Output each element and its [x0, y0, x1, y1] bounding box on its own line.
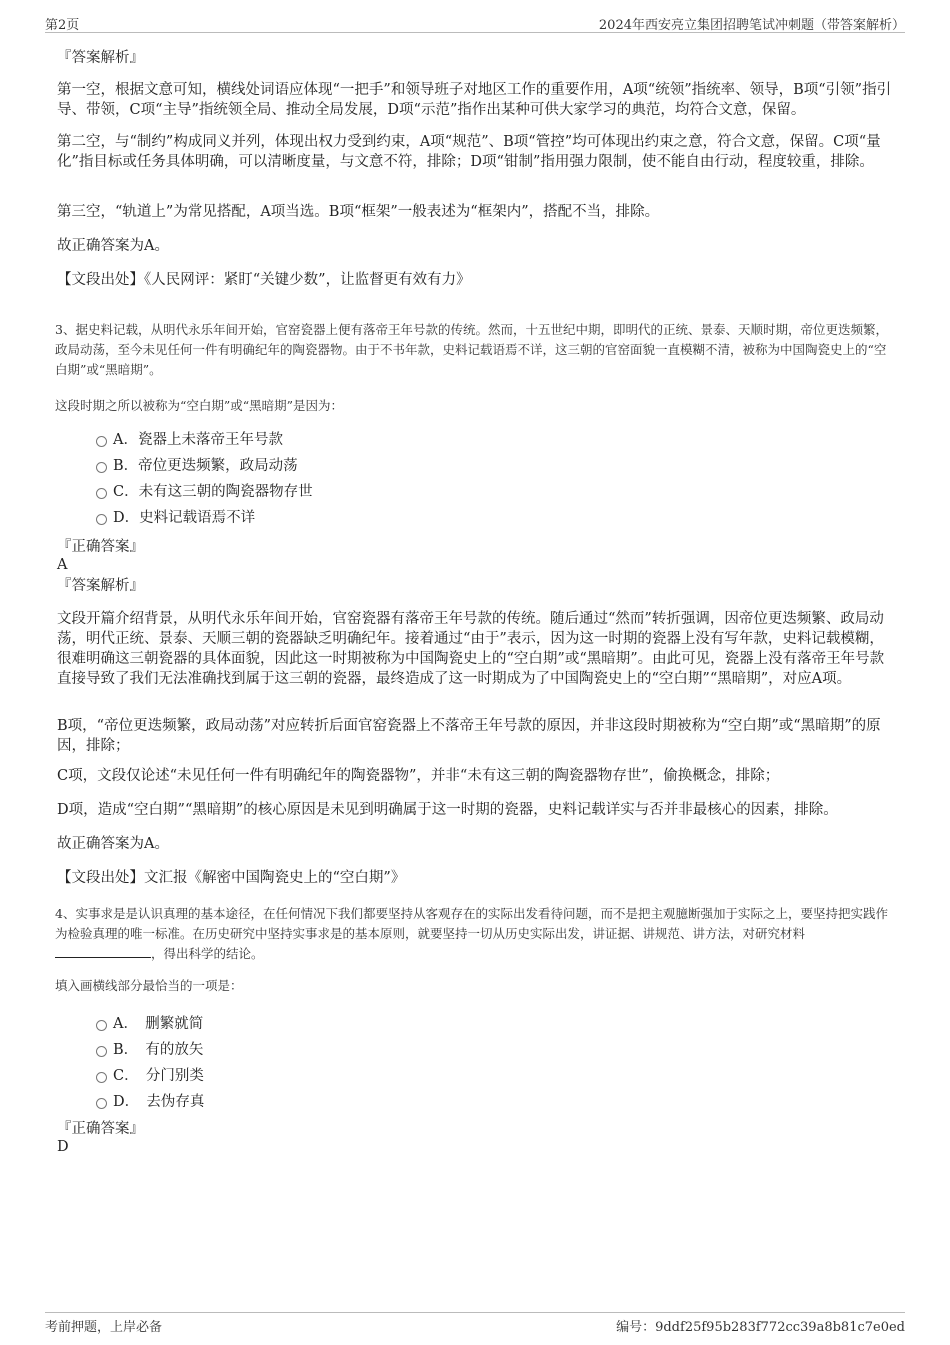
analysis-paragraph: 文段开篇介绍背景，从明代永乐年间开始，官窑瓷器有落帝王年号款的传统。随后通过“然而”转折强调，因帝位更迭频繁、政局动荡，明代正统、景泰、天顺三朝的瓷器缺乏明确纪年。接着通过“由于”表示，因为这一时期的瓷器上没有写年款，史料记载模糊，很难明确这三朝瓷器的具体面貌，因此这一时期被称为中国陶瓷史上的“空白期”或“黑暗期”。由此可见，瓷器上没有落帝王年号款直接导致了我们无法准确找到属于这三朝的瓷器，最终造成了这一时期成为了中国陶瓷史上的“空白期”“黑暗期”，对应A项。 — [57, 611, 885, 687]
correct-answer-label: 『正确答案』 — [57, 539, 144, 555]
source-citation: 【文段出处】文汇报《解密中国陶瓷史上的“空白期”》 — [57, 870, 406, 886]
footer-slogan: 考前押题，上岸必备 — [45, 1320, 163, 1335]
document-id: 编号：9ddf25f95b283f772cc39a8b81c7e0ed — [616, 1320, 905, 1335]
question-stem: 3、据史料记载，从明代永乐年间开始，官窑瓷器上便有落帝王年号款的传统。然而，十五世纪中期，即明代的正统、景泰、天顺时期，帝位更迭频繁，政局动荡，至今未见任何一件有明确纪年的陶瓷器物。由于不书年款，史料记载语焉不详，这三朝的官窑面貌一直模糊不清，被称为中国陶瓷史上的“空白期”或“黑暗期”。 — [55, 322, 888, 377]
analysis-paragraph: C项，文段仅论述“未见任何一件有明确纪年的陶瓷器物”，并非“未有这三朝的陶瓷器物存世”，偷换概念，排除； — [57, 768, 780, 784]
document-title: 2024年西安亮立集团招聘笔试冲刺题（带答案解析） — [598, 18, 905, 33]
analysis-paragraph: 第三空，“轨道上”为常见搭配，A项当选。B项“框架”一般表述为“框架内”，搭配不当，排除。 — [57, 204, 660, 220]
option-d[interactable]: D． 去伪存真 — [96, 1092, 204, 1112]
radio-icon[interactable] — [96, 462, 107, 473]
option-c[interactable]: C． 分门别类 — [96, 1066, 204, 1086]
question-stem: 4、实事求是是认识真理的基本途径，在任何情况下我们都要坚持从客观存在的实际出发看待问题，而不是把主观臆断强加于实际之上，要坚持把实践作为检验真理的唯一标准。在历史研究中坚持实事求是的基本原则，就要坚持一切从历史实际出发，讲证据、讲规范、讲方法，对研究材料 ，得出科学的结论。 — [55, 906, 888, 961]
correct-answer-label: 『正确答案』 — [57, 1121, 144, 1137]
option-a[interactable]: A． 删繁就简 — [96, 1014, 203, 1034]
option-b[interactable]: B． 有的放矢 — [96, 1040, 203, 1060]
correct-answer: A — [57, 557, 68, 573]
page-header — [45, 12, 905, 33]
answer-statement: 故正确答案为A。 — [57, 836, 169, 852]
question-prompt: 这段时期之所以被称为“空白期”或“黑暗期”是因为： — [55, 398, 344, 413]
page-number: 第2页 — [45, 18, 80, 33]
correct-answer: D — [57, 1139, 69, 1155]
radio-icon[interactable] — [96, 1098, 107, 1109]
answer-statement: 故正确答案为A。 — [57, 238, 169, 254]
analysis-paragraph: B项，“帝位更迭频繁，政局动荡”对应转折后面官窑瓷器上不落帝王年号款的原因，并非这段时期被称为“空白期”或“黑暗期”的原因，排除； — [57, 718, 881, 754]
analysis-paragraph: D项，造成“空白期”“黑暗期”的核心原因是未见到明确属于这一时期的瓷器，史料记载详实与否并非最核心的因素，排除。 — [57, 802, 838, 818]
radio-icon[interactable] — [96, 1072, 107, 1083]
radio-icon[interactable] — [96, 436, 107, 447]
analysis-label: 『答案解析』 — [57, 50, 144, 66]
option-b[interactable]: B．帝位更迭频繁，政局动荡 — [96, 456, 298, 476]
option-a[interactable]: A．瓷器上未落帝王年号款 — [96, 430, 283, 450]
analysis-label: 『答案解析』 — [57, 578, 144, 594]
analysis-paragraph: 第一空，根据文意可知，横线处词语应体现“一把手”和领导班子对地区工作的重要作用，A项“统领”指统率、领导，B项“引领”指引导、带领，C项“主导”指统领全局、推动全局发展，D项“示范”指作出某种可供大家学习的典范，均符合文意，保留。 — [57, 82, 892, 118]
page-footer — [45, 1312, 905, 1333]
option-d[interactable]: D．史料记载语焉不详 — [96, 508, 255, 528]
question-prompt: 填入画横线部分最恰当的一项是： — [55, 978, 243, 993]
radio-icon[interactable] — [96, 488, 107, 499]
radio-icon[interactable] — [96, 514, 107, 525]
option-c[interactable]: C．未有这三朝的陶瓷器物存世 — [96, 482, 313, 502]
fill-blank — [55, 945, 151, 958]
analysis-paragraph: 第二空，与“制约”构成同义并列，体现出权力受到约束，A项“规范”、B项“管控”均可体现出约束之意，符合文意，保留。C项“量化”指目标或任务具体明确，可以清晰度量，与文意不符，排除；D项“钳制”指用强力限制，使不能自由行动，程度较重，排除。 — [57, 134, 881, 170]
radio-icon[interactable] — [96, 1046, 107, 1057]
source-citation: 【文段出处】《人民网评：紧盯“关键少数”，让监督更有效有力》 — [57, 272, 471, 288]
radio-icon[interactable] — [96, 1020, 107, 1031]
